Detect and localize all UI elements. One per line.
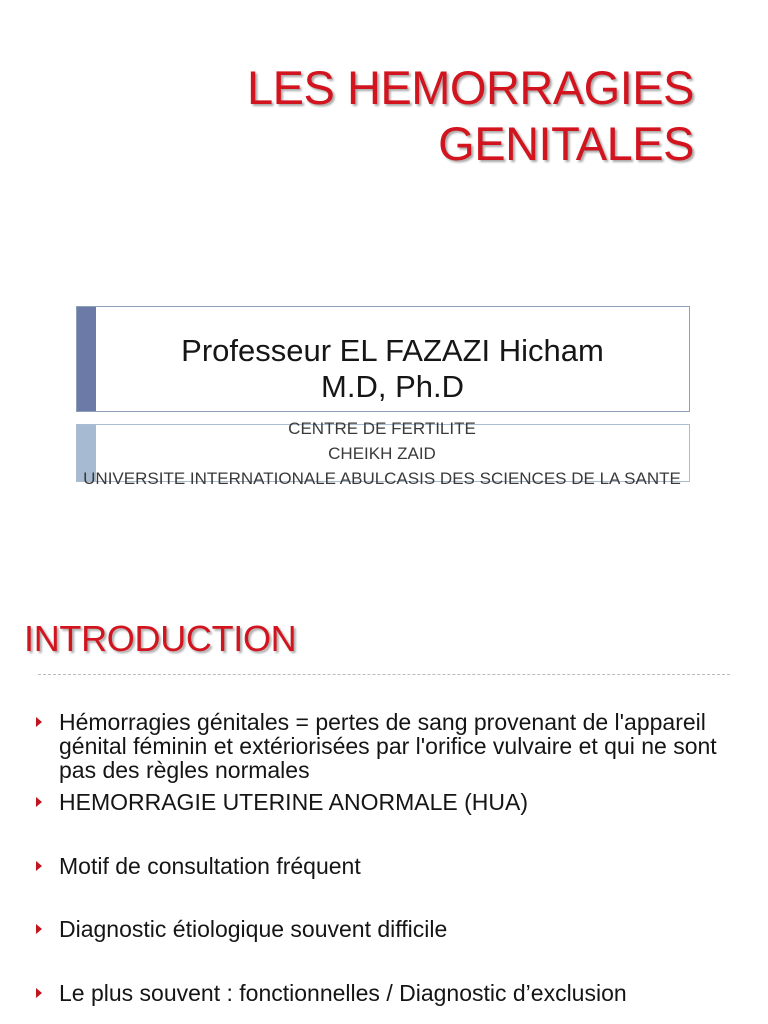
- bullet-arrow-icon: [36, 861, 42, 871]
- presenter-box: [76, 306, 690, 412]
- presenter-degrees: M.D, Ph.D: [321, 369, 464, 404]
- title-line-1: LES HEMORRAGIES: [247, 61, 694, 114]
- affiliation-line-2: CHEIKH ZAID: [328, 444, 436, 463]
- bullet-item: [36, 917, 736, 981]
- bullet-arrow-icon: [36, 924, 42, 934]
- affiliation-line-3: UNIVERSITE INTERNATIONALE ABULCASIS DES SCIENCES DE LA SANTE: [83, 469, 681, 488]
- bullet-item: [36, 710, 736, 790]
- heading-divider: [38, 674, 730, 675]
- bullet-arrow-icon: [36, 988, 42, 998]
- bullet-text: Le plus souvent : fonctionnelles / Diagnostic d’exclusion: [59, 980, 627, 1006]
- presenter-accent-bar: [77, 307, 96, 411]
- intro-heading: INTRODUCTION: [24, 618, 297, 659]
- slide-title: [94, 60, 694, 172]
- title-line-2: GENITALES: [438, 117, 694, 170]
- bullet-list: [36, 710, 736, 1005]
- introduction-slide: [0, 576, 768, 1024]
- presenter-text: [96, 333, 689, 405]
- affiliation-text: [56, 416, 708, 491]
- affiliation-line-1: CENTRE DE FERTILITE: [288, 419, 476, 438]
- bullet-arrow-icon: [36, 797, 42, 807]
- bullet-item: [36, 854, 736, 917]
- bullet-text: Motif de consultation fréquent: [59, 853, 361, 879]
- bullet-item: [36, 790, 736, 854]
- bullet-text: Diagnostic étiologique souvent difficile: [59, 916, 448, 942]
- presenter-name: Professeur EL FAZAZI Hicham: [181, 333, 604, 368]
- bullet-arrow-icon: [36, 717, 42, 727]
- bullet-item: [36, 981, 736, 1005]
- bullet-text: Hémorragies génitales = pertes de sang provenant de l'appareil génital féminin et extériorisées par l'orifice vulvaire et qui ne sont pas des règles normales: [59, 709, 717, 783]
- bullet-text: HEMORRAGIE UTERINE ANORMALE (HUA): [59, 789, 528, 815]
